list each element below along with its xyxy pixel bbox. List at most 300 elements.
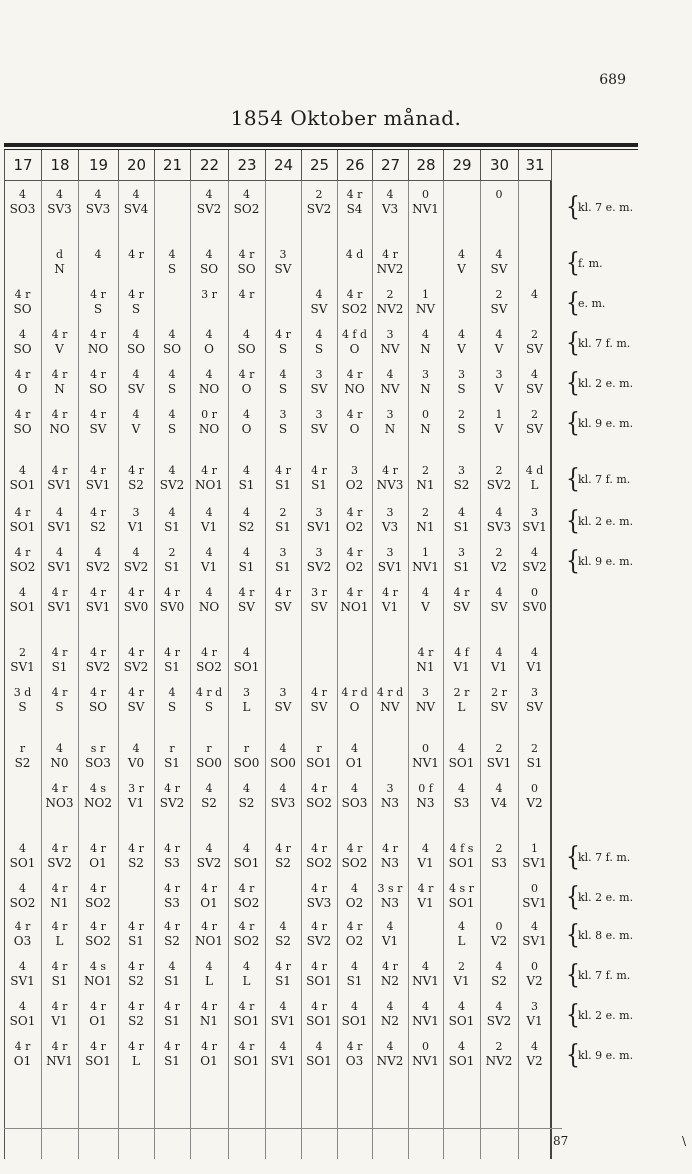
wind-value: S3 — [164, 896, 180, 910]
wind-value: SO2 — [9, 896, 36, 910]
day-header: 25 — [302, 150, 338, 181]
observation-cell — [263, 1040, 303, 1068]
cloud-value: 4 r — [201, 646, 217, 659]
wind-value: SV1 — [522, 934, 547, 948]
cloud-value: 4 r — [90, 882, 106, 895]
wind-value: V1 — [526, 1014, 543, 1028]
wind-value: S1 — [275, 520, 291, 534]
wind-value: S1 — [164, 660, 180, 674]
wind-value: SV2 — [486, 478, 512, 492]
wind-value: NV2 — [485, 1054, 513, 1068]
cloud-value: 3 — [315, 546, 323, 559]
cloud-value: 4 r — [275, 586, 291, 599]
cloud-value: 4 r — [51, 646, 68, 659]
cloud-value: 4 r — [417, 646, 434, 659]
wind-value: S — [278, 382, 288, 396]
observation-cell — [370, 248, 410, 276]
cloud-value: 3 r — [201, 288, 217, 301]
wind-value: SV4 — [123, 202, 149, 216]
observation-cell — [263, 742, 303, 770]
wind-value: SO — [88, 382, 108, 396]
wind-value: V2 — [490, 560, 508, 574]
cloud-value: 4 — [495, 328, 503, 341]
cloud-value: 4 — [168, 960, 176, 973]
wind-value: S1 — [164, 1014, 180, 1028]
wind-value: NV1 — [412, 1054, 439, 1068]
cloud-value: 4 — [19, 328, 26, 341]
cloud-value: 3 — [279, 408, 287, 421]
wind-value: NV — [415, 700, 436, 714]
observation-cell — [370, 586, 410, 614]
cloud-value: 3 — [386, 506, 394, 519]
wind-value: NO1 — [84, 974, 112, 988]
observation-cell — [263, 464, 303, 492]
cloud-value: 4 r — [51, 368, 68, 381]
cloud-value: 3 — [279, 546, 287, 559]
wind-value: S1 — [164, 1054, 180, 1068]
cloud-value: 4 — [168, 506, 176, 519]
cloud-value: 4 r — [164, 882, 180, 895]
observation-cell — [78, 408, 118, 436]
observation-cell — [479, 686, 519, 714]
observation-cell — [3, 1040, 43, 1068]
observation-cell — [116, 782, 156, 810]
wind-value: S2 — [14, 756, 31, 770]
wind-value: S2 — [275, 934, 291, 948]
cloud-value: 4 — [458, 920, 465, 933]
cloud-value: 4 r — [128, 1000, 144, 1013]
wind-value: SO1 — [9, 600, 36, 614]
cloud-value: 4 — [19, 586, 26, 599]
wind-value: S1 — [311, 478, 327, 492]
wind-value: SV — [526, 382, 543, 396]
wind-value: SO1 — [9, 856, 36, 870]
observation-cell — [40, 546, 80, 574]
observation-cell — [335, 842, 375, 870]
observation-cell — [40, 188, 80, 216]
cloud-value: 4 r — [311, 920, 327, 933]
cloud-value: 3 — [243, 686, 250, 699]
cloud-value: 4 r — [51, 960, 68, 973]
time-label — [566, 546, 634, 577]
cloud-value: 4 r — [128, 1040, 144, 1053]
cloud-value: 2 — [279, 506, 287, 519]
wind-value: S1 — [164, 560, 180, 574]
wind-value: S1 — [51, 660, 68, 674]
cloud-value: r — [316, 742, 322, 755]
wind-value: S2 — [275, 856, 291, 870]
page-title: 1854 Oktober månad. — [230, 106, 462, 130]
cloud-value: 3 — [458, 546, 465, 559]
observation-cell — [78, 546, 118, 574]
cloud-value: 4 r — [128, 686, 144, 699]
wind-value: NV1 — [412, 560, 439, 574]
time-label-text: f. m. — [578, 257, 603, 270]
time-label — [566, 1000, 634, 1031]
wind-value: SO — [126, 342, 146, 356]
cloud-value: 4 r — [238, 368, 255, 381]
cloud-value: 4 — [243, 546, 250, 559]
wind-value: SV1 — [10, 974, 35, 988]
observation-cell — [227, 646, 267, 674]
observation-cell — [78, 920, 118, 948]
wind-value: NO1 — [195, 934, 223, 948]
wind-value: SV2 — [47, 856, 72, 870]
cloud-value: 4 r — [51, 1040, 68, 1053]
wind-value: SO3 — [341, 796, 368, 810]
observation-cell — [370, 506, 410, 534]
wind-value: NO — [198, 382, 220, 396]
observation-cell — [189, 506, 229, 534]
observation-cell — [370, 328, 410, 356]
cloud-value: 4 — [351, 742, 358, 755]
observation-cell — [299, 882, 339, 910]
wind-value: SV — [274, 700, 292, 714]
cloud-value: 4 — [531, 1040, 538, 1053]
wind-value: O1 — [13, 1054, 32, 1068]
wind-value: SV2 — [85, 660, 111, 674]
wind-value: SV — [526, 342, 543, 356]
wind-value: SO1 — [341, 1014, 368, 1028]
wind-value: N1 — [416, 520, 435, 534]
observation-cell — [40, 960, 80, 988]
wind-value: S2 — [201, 796, 217, 810]
observation-cell — [299, 288, 339, 316]
wind-value: SV — [310, 600, 328, 614]
observation-cell — [3, 882, 43, 910]
observation-cell — [189, 368, 229, 396]
day-header: 24 — [266, 150, 302, 181]
wind-value: SV — [274, 600, 292, 614]
day-header: 28 — [409, 150, 444, 181]
wind-value: S — [314, 342, 324, 356]
cloud-value: 4 — [386, 188, 394, 201]
cloud-value: 4 r — [90, 1000, 106, 1013]
wind-value: SO0 — [233, 756, 260, 770]
cloud-value: 4 — [243, 782, 250, 795]
cloud-value: 4 — [279, 742, 287, 755]
wind-value: SV3 — [47, 202, 72, 216]
observation-cell — [299, 960, 339, 988]
wind-value: V2 — [526, 796, 543, 810]
wind-value: SO2 — [85, 934, 111, 948]
cloud-value: 4 — [168, 686, 176, 699]
wind-value: SO1 — [448, 1054, 475, 1068]
observation-cell — [335, 288, 375, 316]
observation-cell — [370, 920, 410, 948]
observation-cell — [116, 842, 156, 870]
day-header: 30 — [481, 150, 519, 181]
brace-icon: { — [566, 960, 580, 991]
corner-mark: \ — [682, 1134, 687, 1148]
time-label — [566, 288, 606, 319]
day-header: 20 — [119, 150, 155, 181]
cloud-value: 4 r — [90, 368, 106, 381]
cloud-value: 4 — [458, 248, 465, 261]
cloud-value: 3 r — [311, 586, 327, 599]
wind-value: SV — [127, 382, 145, 396]
wind-value: NO3 — [45, 796, 74, 810]
wind-value: V1 — [526, 660, 543, 674]
cloud-value: 4 r — [51, 1000, 68, 1013]
observation-cell — [189, 586, 229, 614]
wind-value: SV1 — [47, 560, 72, 574]
time-label — [566, 920, 634, 951]
observation-cell — [335, 408, 375, 436]
cloud-value: 4 — [495, 646, 503, 659]
wind-value: SV3 — [270, 796, 296, 810]
observation-cell — [152, 586, 192, 614]
observation-cell — [299, 742, 339, 770]
wind-value: SV2 — [123, 560, 149, 574]
observation-cell — [370, 408, 410, 436]
observation-cell — [479, 960, 519, 988]
cloud-value: 4 — [495, 248, 503, 261]
wind-value: S1 — [164, 974, 180, 988]
observation-cell — [515, 288, 555, 316]
cloud-value: 4 — [315, 328, 323, 341]
cloud-value: 4 — [205, 546, 213, 559]
observation-cell — [189, 408, 229, 436]
wind-value: S3 — [453, 796, 470, 810]
wind-value: O2 — [345, 520, 364, 534]
day-header: 19 — [79, 150, 119, 181]
wind-value: SO1 — [306, 974, 332, 988]
wind-value: SV — [490, 600, 508, 614]
cloud-value: 4 — [19, 882, 26, 895]
wind-value: L — [132, 1054, 140, 1068]
wind-value: S3 — [164, 856, 180, 870]
cloud-value: 4 r — [51, 882, 68, 895]
observation-cell — [479, 646, 519, 674]
brace-icon: { — [566, 192, 580, 223]
cloud-value: 4 r — [14, 1040, 31, 1053]
cloud-value: 1 — [531, 842, 538, 855]
observation-cell — [515, 686, 555, 714]
wind-value — [335, 262, 375, 276]
observation-cell — [227, 686, 267, 714]
cloud-value: 4 r — [128, 842, 144, 855]
cloud-value: 4 — [168, 464, 176, 477]
observation-cell — [263, 506, 303, 534]
wind-value: S1 — [128, 934, 144, 948]
wind-value: N — [54, 262, 65, 276]
observation-cell — [263, 920, 303, 948]
cloud-value: 4 r — [453, 586, 470, 599]
observation-cell — [40, 586, 80, 614]
cloud-value: 4 r — [238, 288, 255, 301]
wind-value — [116, 262, 156, 276]
wind-value: O1 — [89, 1014, 107, 1028]
cloud-value: 4 r — [51, 920, 68, 933]
brace-icon: { — [566, 882, 580, 913]
observation-cell — [189, 328, 229, 356]
cloud-value: 4 r — [382, 586, 398, 599]
cloud-value: 4 — [132, 328, 140, 341]
cloud-value: 4 — [495, 506, 503, 519]
cloud-value: 0 r — [201, 408, 217, 421]
observation-cell — [227, 920, 267, 948]
observation-cell — [3, 586, 43, 614]
wind-value: NO1 — [195, 478, 223, 492]
wind-value: SO2 — [341, 302, 368, 316]
observation-cell — [227, 248, 267, 276]
wind-value: SO1 — [9, 520, 36, 534]
wind-value: V1 — [453, 974, 470, 988]
wind-value: SV1 — [522, 520, 547, 534]
cloud-value: 4 f s — [449, 842, 474, 855]
wind-value: S — [55, 700, 64, 714]
cloud-value: 4 r — [311, 464, 327, 477]
observation-cell — [116, 368, 156, 396]
brace-icon: { — [566, 1000, 580, 1031]
cloud-value: 4 r — [346, 920, 363, 933]
wind-value: V1 — [453, 660, 470, 674]
wind-value: SO2 — [233, 896, 260, 910]
observation-cell — [227, 506, 267, 534]
wind-value: S2 — [238, 520, 255, 534]
cloud-value: 4 r — [238, 248, 255, 261]
wind-value: L — [457, 934, 466, 948]
wind-value: NV2 — [376, 262, 404, 276]
cloud-value: 4 r — [275, 328, 291, 341]
observation-cell — [189, 546, 229, 574]
cloud-value: 4 — [243, 960, 250, 973]
wind-value: NO — [87, 342, 109, 356]
cloud-value: 3 — [531, 686, 538, 699]
observation-cell — [227, 960, 267, 988]
observation-cell — [442, 546, 482, 574]
cloud-value: 4 r — [311, 842, 327, 855]
observation-cell — [479, 782, 519, 810]
observation-cell — [78, 882, 118, 910]
observation-cell — [406, 328, 446, 356]
cloud-value: 4 — [531, 646, 538, 659]
observation-cell — [406, 782, 446, 810]
wind-value: N1 — [416, 478, 435, 492]
cloud-value: 3 — [386, 546, 394, 559]
wind-value: SV — [490, 302, 508, 316]
wind-value: SO — [162, 342, 182, 356]
wind-value: SV — [127, 700, 145, 714]
wind-value: SV2 — [306, 560, 332, 574]
wind-value: NV1 — [412, 1014, 439, 1028]
cloud-value: 4 r — [14, 408, 31, 421]
cloud-value: 4 r — [164, 782, 180, 795]
cloud-value: 4 — [205, 506, 213, 519]
cloud-value: d — [55, 248, 64, 261]
observation-cell — [40, 464, 80, 492]
cloud-value: 2 — [531, 328, 538, 341]
observation-cell — [227, 882, 267, 910]
time-label — [566, 408, 634, 439]
wind-value: SV1 — [522, 896, 547, 910]
wind-value: N3 — [416, 796, 435, 810]
wind-value: V1 — [127, 796, 145, 810]
cloud-value: 0 f — [418, 782, 433, 795]
observation-cell — [335, 328, 375, 356]
wind-value: SV1 — [47, 478, 72, 492]
observation-cell — [370, 546, 410, 574]
wind-value: O — [349, 342, 360, 356]
wind-value: SV1 — [270, 1054, 296, 1068]
observation-cell — [299, 920, 339, 948]
cloud-value: 4 r — [201, 1040, 217, 1053]
cloud-value: 4 r — [346, 842, 363, 855]
observation-cell — [370, 960, 410, 988]
observation-cell — [263, 842, 303, 870]
cloud-value: 4 — [243, 408, 250, 421]
observation-cell — [479, 288, 519, 316]
cloud-value: 3 — [315, 368, 323, 381]
day-header: 27 — [373, 150, 409, 181]
cloud-value: 4 — [531, 288, 538, 301]
cloud-value: 4 — [458, 328, 465, 341]
wind-value: V0 — [127, 756, 145, 770]
observation-cell — [40, 506, 80, 534]
cloud-value: 2 — [495, 1040, 503, 1053]
wind-value: SV0 — [159, 600, 185, 614]
cloud-value: 3 — [422, 686, 429, 699]
observation-cell — [479, 586, 519, 614]
wind-value: SV1 — [270, 1014, 296, 1028]
time-label — [566, 506, 634, 537]
observation-cell — [442, 742, 482, 770]
cloud-value: 4 r — [128, 646, 144, 659]
wind-value: V — [457, 342, 466, 356]
observation-cell — [189, 920, 229, 948]
cloud-value: 4 — [315, 288, 323, 301]
wind-value: SO1 — [9, 1014, 36, 1028]
wind-value: V2 — [490, 934, 508, 948]
observation-cell — [442, 1000, 482, 1028]
observation-cell — [515, 368, 555, 396]
observation-cell — [152, 464, 192, 492]
observation-cell — [406, 586, 446, 614]
wind-value: SV1 — [10, 660, 35, 674]
observation-cell — [189, 188, 229, 216]
wind-value: S1 — [238, 560, 255, 574]
wind-value: SV1 — [522, 856, 547, 870]
wind-value: SV0 — [522, 600, 547, 614]
wind-value: SV1 — [85, 600, 111, 614]
wind-value: SV2 — [159, 478, 185, 492]
observation-cell — [3, 920, 43, 948]
time-label — [566, 464, 631, 495]
wind-value — [78, 262, 118, 276]
observation-cell — [227, 842, 267, 870]
cloud-value: 4 — [205, 782, 213, 795]
observation-cell — [479, 464, 519, 492]
observation-cell — [116, 920, 156, 948]
wind-value: SV2 — [196, 202, 222, 216]
cloud-value: 4 r — [346, 288, 363, 301]
wind-value: SO1 — [448, 1014, 475, 1028]
wind-value: SO2 — [196, 660, 222, 674]
observation-cell — [442, 882, 482, 910]
observation-cell — [515, 328, 555, 356]
observation-cell — [515, 960, 555, 988]
cloud-value: 4 — [495, 960, 503, 973]
cloud-value: 4 r — [346, 546, 363, 559]
observation-cell — [406, 408, 446, 436]
observation-cell — [40, 368, 80, 396]
cloud-value: 0 — [531, 882, 538, 895]
day-header: 29 — [444, 150, 481, 181]
observation-cell — [335, 506, 375, 534]
wind-value: NO1 — [340, 600, 369, 614]
cloud-value: 4 — [94, 188, 102, 201]
